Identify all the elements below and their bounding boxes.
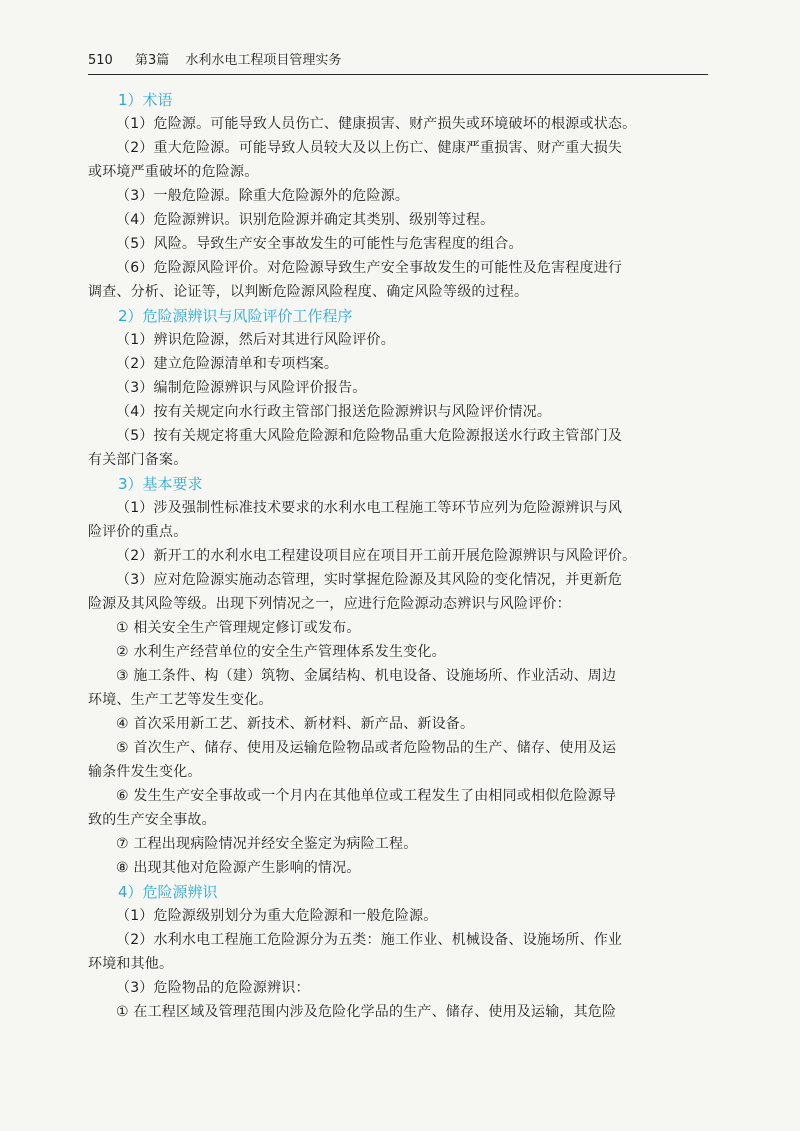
text-line: （6）危险源风险评价。对危险源导致生产安全事故发生的可能性及危害程度进行 <box>116 260 623 276</box>
text-line: ③ 施工条件、构（建）筑物、金属结构、机电设备、设施场所、作业活动、周边 <box>116 668 617 684</box>
section <box>88 304 700 472</box>
section-heading: 3）基本要求 <box>118 475 203 493</box>
text-line: （3）编制危险源辨识与风险评价报告。 <box>116 380 367 396</box>
text-line: ⑦ 工程出现病险情况并经安全鉴定为病险工程。 <box>116 836 418 852</box>
text-line: （1）涉及强制性标准技术要求的水利水电工程施工等环节应列为危险源辨识与风 <box>116 500 623 516</box>
text-line: （2）重大危险源。可能导致人员较大及以上伤亡、健康严重损害、财产重大损失 <box>116 140 623 156</box>
text-line: 环境和其他。 <box>88 956 174 972</box>
section <box>88 472 700 880</box>
text-line: 环境、生产工艺等发生变化。 <box>88 692 273 708</box>
text-line: （5）风险。导致生产安全事故发生的可能性与危害程度的组合。 <box>116 236 523 252</box>
text-line: ⑧ 出现其他对危险源产生影响的情况。 <box>116 860 361 876</box>
text-line: 或环境严重破坏的危险源。 <box>88 164 259 180</box>
text-line: ① 相关安全生产管理规定修订或发布。 <box>116 620 361 636</box>
text-line: （3）应对危险源实施动态管理，实时掌握危险源及其风险的变化情况，并更新危 <box>116 572 623 588</box>
text-line: 输条件发生变化。 <box>88 764 202 780</box>
section <box>88 88 700 304</box>
section <box>88 880 700 1024</box>
text-line: （3）危险物品的危险源辨识： <box>116 980 310 996</box>
text-line: （4）按有关规定向水行政主管部门报送危险源辨识与风险评价情况。 <box>116 404 552 420</box>
text-line: ⑤ 首次生产、储存、使用及运输危险物品或者危险物品的生产、储存、使用及运 <box>116 740 617 756</box>
body-content <box>88 88 700 1024</box>
text-line: （2）建立危险源清单和专项档案。 <box>116 356 339 372</box>
page-header <box>88 48 708 75</box>
text-line: （5）按有关规定将重大风险危险源和危险物品重大危险源报送水行政主管部门及 <box>116 428 623 444</box>
part-label: 第3篇 <box>134 53 170 68</box>
text-line: ④ 首次采用新工艺、新技术、新材料、新产品、新设备。 <box>116 716 475 732</box>
text-line: 调查、分析、论证等，以判断危险源风险程度、确定风险等级的过程。 <box>88 284 529 300</box>
section-heading: 1）术语 <box>118 91 173 109</box>
text-line: 致的生产安全事故。 <box>88 812 216 828</box>
text-line: （1）辨识危险源，然后对其进行风险评价。 <box>116 332 395 348</box>
text-line: 有关部门备案。 <box>88 452 188 468</box>
text-line: ① 在工程区域及管理范围内涉及危险化学品的生产、储存、使用及运输，其危险 <box>116 1004 617 1020</box>
text-line: （4）危险源辨识。识别危险源并确定其类别、级别等过程。 <box>116 212 495 228</box>
text-line: （2）水利水电工程施工危险源分为五类：施工作业、机械设备、设施场所、作业 <box>116 932 623 948</box>
text-line: （1）危险源级别划分为重大危险源和一般危险源。 <box>116 908 438 924</box>
section-heading: 2）危险源辨识与风险评价工作程序 <box>118 307 353 325</box>
book-title: 水利水电工程项目管理实务 <box>185 53 342 68</box>
text-line: （1）危险源。可能导致人员伤亡、健康损害、财产损失或环境破坏的根源或状态。 <box>116 116 637 132</box>
text-line: ② 水利生产经营单位的安全生产管理体系发生变化。 <box>116 644 446 660</box>
page-number: 510 <box>88 53 113 68</box>
text-line: 险源及其风险等级。出现下列情况之一，应进行危险源动态辨识与风险评价： <box>88 596 571 612</box>
text-line: （3）一般危险源。除重大危险源外的危险源。 <box>116 188 410 204</box>
text-line: ⑥ 发生生产安全事故或一个月内在其他单位或工程发生了由相同或相似危险源导 <box>116 788 617 804</box>
text-line: 险评价的重点。 <box>88 524 188 540</box>
section-heading: 4）危险源辨识 <box>118 883 218 901</box>
text-line: （2）新开工的水利水电工程建设项目应在项目开工前开展危险源辨识与风险评价。 <box>116 548 637 564</box>
